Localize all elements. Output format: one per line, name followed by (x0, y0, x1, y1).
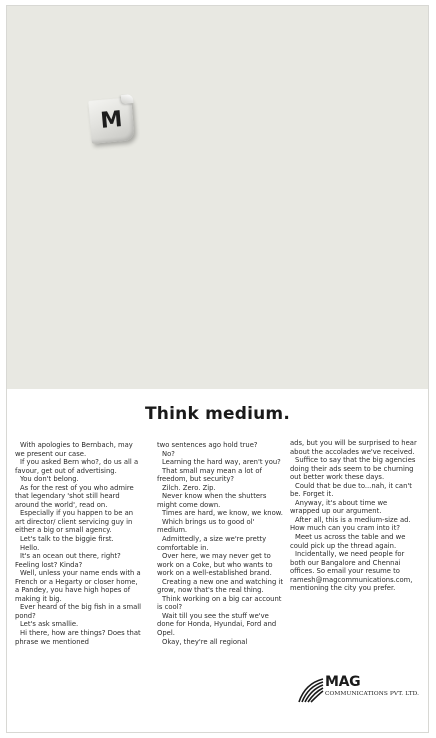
paragraph: ads, but you will be surprised to hear about the accolades we've received. (290, 439, 417, 456)
ad-page (7, 6, 428, 732)
body-column-1 (15, 441, 143, 646)
contact-email: ramesh@magcommunications.com, mentioning the city you prefer. (290, 575, 413, 593)
paragraph: Think working on a big car account is cool? (157, 594, 282, 612)
headline: Think medium. (145, 404, 290, 424)
paragraph: two sentences ago hold true? (157, 441, 258, 449)
tag-letter: M (99, 107, 124, 134)
paragraph: Admittedly, a size we're pretty comfortable in. (157, 535, 267, 552)
body-column-2 (157, 441, 285, 646)
paragraph: Never know when the shutters might come down. (157, 492, 267, 509)
paragraph: Let's talk to the biggie first. (20, 535, 114, 544)
paragraph: Creating a new one and watching it grow, now that's the real thing. (157, 577, 284, 595)
paragraph: Meet us across the table and we could pick up the thread again. (290, 533, 406, 550)
paragraph: Well, unless your name ends with a French or a Hegarty or closer home, a Pandey, you have high hopes of making it big. (15, 569, 141, 603)
paragraph: Okay, they're all regional (162, 637, 248, 646)
paragraph: Times are hard, we know, we know. (162, 509, 283, 518)
body-column-3 (290, 439, 418, 593)
paragraph: Over here, we may never get to work on a Coke, but who wants to work on a well-established brand. (157, 552, 273, 578)
paragraph: Incidentally, we need people for both our Bangalore and Chennai offices. So email your resume to (290, 550, 405, 576)
paragraph: If you asked Bern who?, do us all a favour, get out of advertising. (15, 458, 139, 475)
swoosh-logo-icon (297, 676, 325, 704)
m-label-tag (88, 97, 135, 144)
paragraph: Ever heard of the big fish in a small pond? (15, 603, 142, 620)
paragraph: That small may mean a lot of freedom, but security? (157, 466, 262, 484)
paragraph: Especially if you happen to be an art director/ client servicing guy in either a big or small agency. (15, 509, 134, 535)
paragraph: Could that be due to...nah, it can't be. Forget it. (290, 481, 412, 499)
paragraph: Which brings us to good ol' medium. (157, 517, 255, 535)
company-logo (297, 674, 425, 710)
paragraph: Learning the hard way, aren't you? (162, 458, 281, 467)
logo-subtitle: COMMUNICATIONS PVT. LTD. (325, 691, 420, 697)
paragraph: Hello. (20, 543, 40, 552)
ad-visual (7, 6, 428, 389)
paragraph: After all, this is a medium-size ad. How much can you cram into it? (290, 515, 411, 533)
paragraph: With apologies to Bernbach, may we present our case. (15, 441, 133, 458)
paragraph: As for the rest of you who admire that legendary 'shot still heard around the world', read on. (15, 483, 134, 509)
paragraph: No? (162, 449, 175, 458)
logo-name: MAG (325, 674, 361, 690)
paragraph: It's an ocean out there, right? Feeling lost? Kinda? (15, 552, 121, 569)
paragraph: Wait till you see the stuff we've done for Honda, Hyundai, Ford and Opel. (157, 611, 277, 638)
paragraph: Anyway, it's about time we wrapped up our argument. (290, 498, 388, 516)
paragraph: You don't belong. (20, 475, 79, 484)
paragraph: Zilch. Zero. Zip. (162, 483, 216, 492)
paragraph: Hi there, how are things? Does that phrase we mentioned (15, 629, 141, 646)
paragraph: Let's ask smallie. (20, 620, 79, 629)
paragraph: Suffice to say that the big agencies doing their ads seem to be churning out better work these days. (290, 456, 416, 482)
